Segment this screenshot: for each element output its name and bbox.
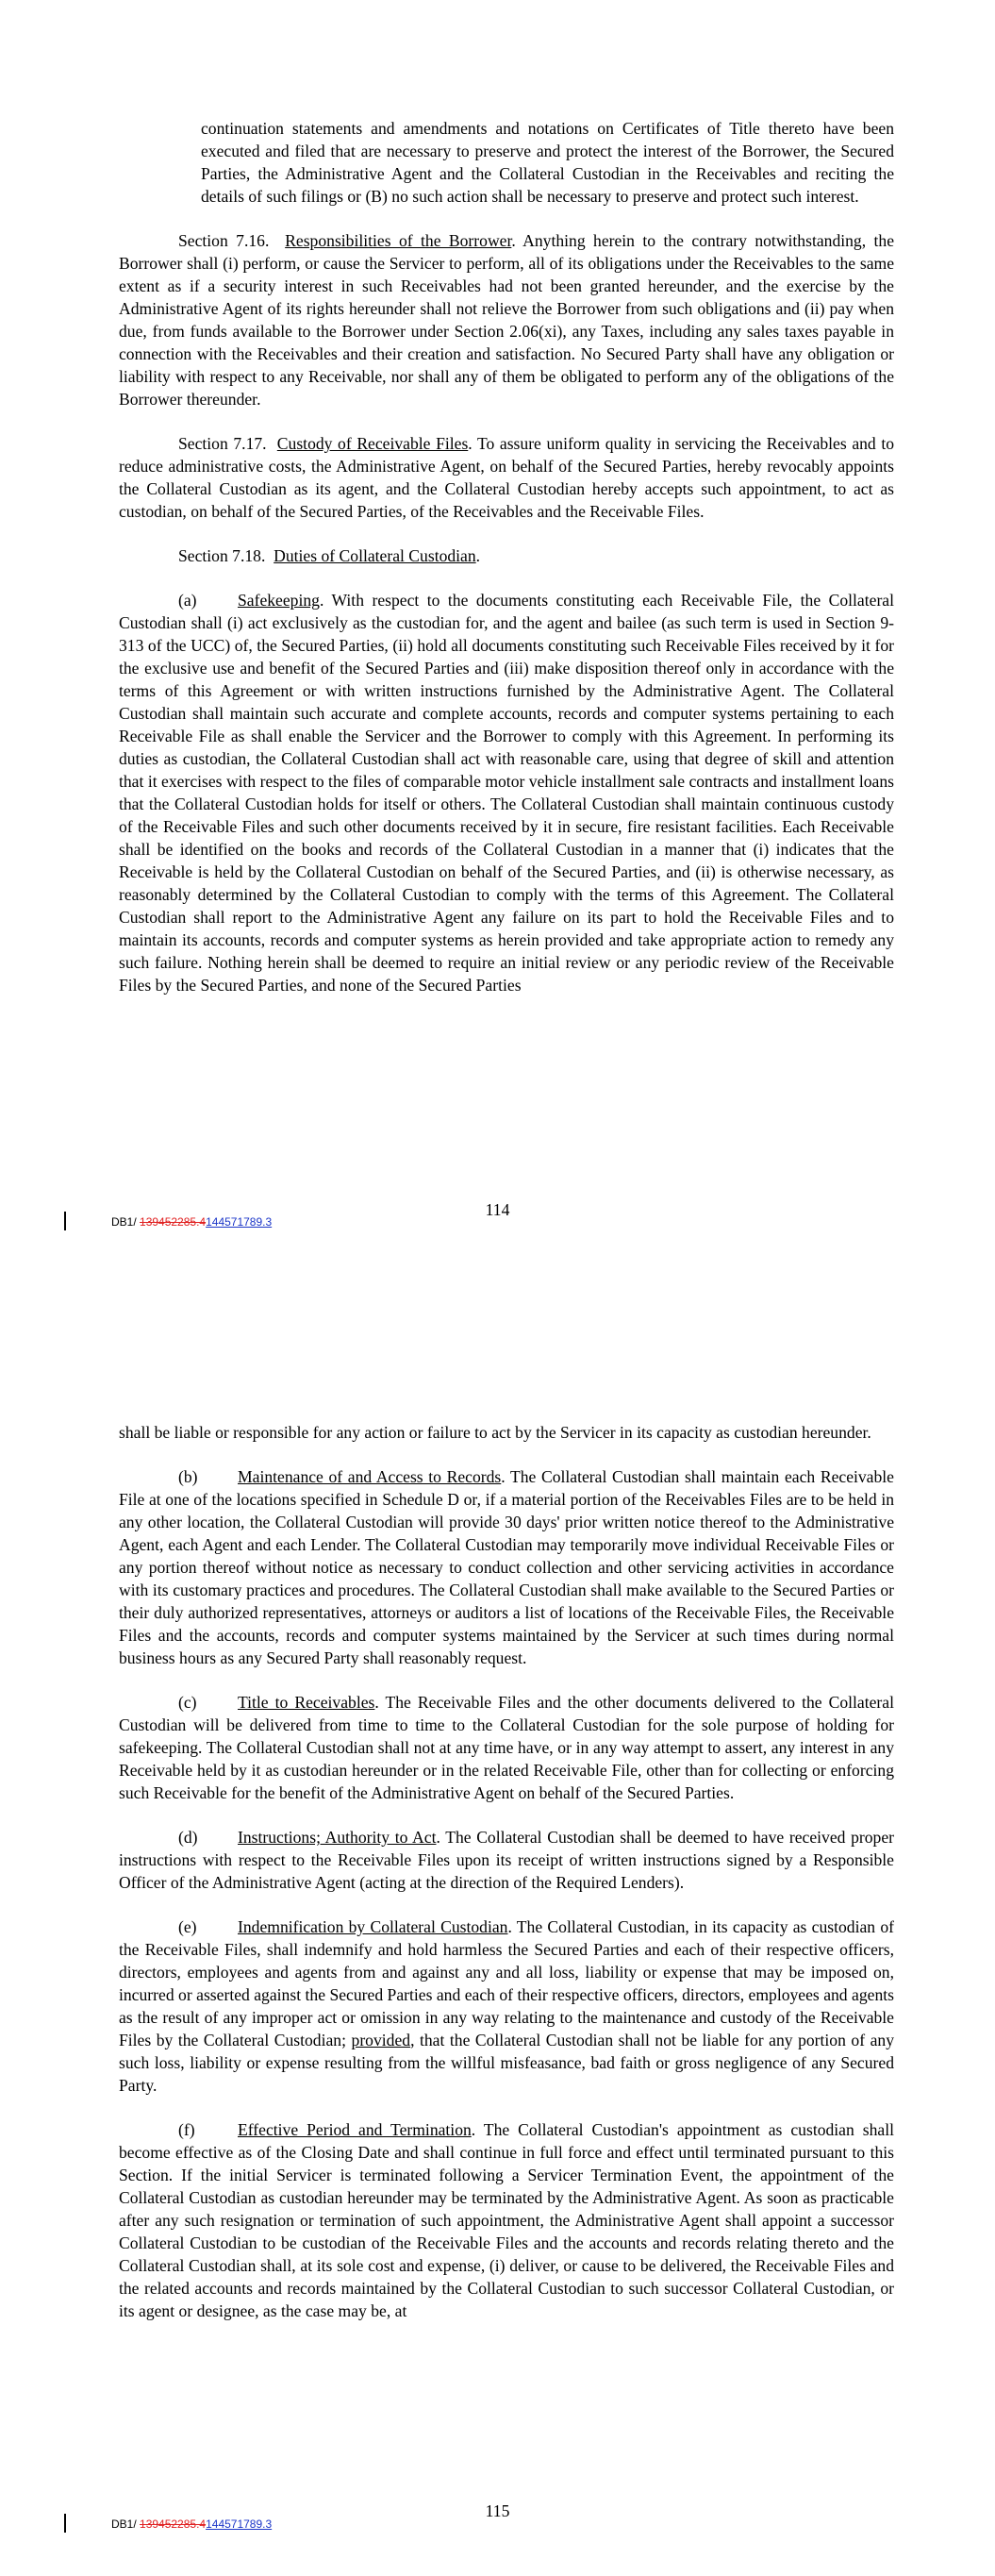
continuation-paragraph: shall be liable or responsible for any action or failure to act by the Servicer in its capacity as custodian hereunder. (119, 1423, 871, 1442)
footer-deleted-id: 139452285.4 (140, 2517, 207, 2531)
change-bar (64, 2514, 66, 2533)
item-title: Safekeeping (238, 591, 320, 610)
provided-term: provided (351, 2031, 411, 2049)
item-text: . The Collateral Custodian, in its capacity as custodian of the Receivable Files, shall indemnify and hold harmless the Secured Parties and each of their respective officers, directors, employees and agents from and against any and all loss, liability or expense that may be imposed on, incurred or asserted against the Secured Parties and each of their respective officers, directors, employees and agents as the result of any improper act or omission in any way relating to the maintenance and custody of the Receivable Files by the Collateral Custodian; (119, 1917, 894, 2049)
item-e-indemnification (119, 1915, 894, 2097)
section-7-17 (119, 432, 894, 523)
item-title: Indemnification by Collateral Custodian (238, 1917, 508, 1936)
page-114-body (119, 117, 894, 1018)
footer-inserted-id: 144571789.3 (206, 2517, 273, 2531)
item-label: (a) (178, 591, 197, 610)
document-footer (111, 1215, 272, 1229)
page-number: 115 (485, 2501, 510, 2520)
section-text: . (475, 546, 481, 565)
section-number: Section 7.18. (178, 546, 266, 565)
section-title: Custody of Receivable Files (276, 434, 469, 453)
item-text: . The Collateral Custodian shall be deemed to have received proper instructions with respect to the Receivable Files upon its receipt of written instructions signed by a Responsible Officer of the Administrative Agent (acting at the direction of the Required Lenders). (119, 1828, 895, 1892)
item-title: Instructions; Authority to Act (238, 1828, 437, 1847)
section-number: Section 7.17. (178, 434, 267, 453)
item-label: (f) (178, 2120, 195, 2139)
section-text: . Anything herein to the contrary notwithstanding, the Borrower shall (i) perform, or cause the Servicer to perform, all of its obligations under the Receivables to the same extent as if a security interest in such Receivables had not been granted hereunder, and the exercise by the Administrative Agent of its rights hereunder shall not relieve the Borrower from such obligations and (ii) pay when due, from funds available to the Borrower under Section 2.06(xi), any Taxes, including any sales taxes payable in connection with the Receivables and their creation and satisfaction. No Secured Party shall have any obligation or liability with respect to any Receivable, nor shall any of them be obligated to perform any of the obligations of the Borrower thereunder. (119, 231, 895, 409)
item-b-records (119, 1465, 894, 1669)
footer-inserted-id: 144571789.3 (206, 1215, 273, 1229)
item-c-title (119, 1691, 894, 1804)
item-a-safekeeping (119, 589, 894, 996)
item-label: (d) (178, 1828, 198, 1847)
item-label: (e) (178, 1917, 197, 1936)
document-footer (111, 2517, 272, 2531)
item-d-instructions (119, 1826, 894, 1894)
item-label: (c) (178, 1693, 197, 1712)
item-title: Title to Receivables (238, 1693, 375, 1712)
item-text-continued: , that the Collateral Custodian shall not be liable for any portion of any such loss, liability or expense resulting from the willful misfeasance, bad faith or gross negligence of any Secured Party. (119, 2031, 894, 2095)
footer-deleted-id: 139452285.4 (140, 1215, 207, 1229)
section-title: Responsibilities of the Borrower (285, 231, 512, 250)
item-title: Maintenance of and Access to Records (238, 1467, 502, 1486)
footer-prefix: DB1/ (111, 1215, 141, 1229)
item-label: (b) (178, 1467, 198, 1486)
item-text: . With respect to the documents constituting each Receivable File, the Collateral Custodian shall (i) act exclusively as the custodian for, and the agent and bailee (as such term is used in Section 9-313 of the UCC) of, the Secured Parties, (ii) hold all documents constituting such Receivable Files received by it for the exclusive use and benefit of the Secured Parties and (iii) make disposition thereof only in accordance with the terms of this Agreement or with written instructions furnished by the Administrative Agent. The Collateral Custodian shall maintain such accurate and complete accounts, records and computer systems pertaining to each Receivable File as shall enable the Servicer and the Borrower to comply with this Agreement. In performing its duties as custodian, the Collateral Custodian shall act with reasonable care, using that degree of skill and attention that it exercises with respect to the files of comparable motor vehicle installment sale contracts and installment loans that the Collateral Custodian holds for itself or others. The Collateral Custodian shall maintain continuous custody of the Receivable Files and such other documents received by it in secure, fire resistant facilities. Each Receivable shall be identified on the books and records of the Collateral Custodian in a manner that (i) indicates that the Receivable is held by the Collateral Custodian on behalf of the Secured Parties, and (ii) is otherwise necessary, as reasonably determined by the Collateral Custodian to comply with the terms of this Agreement. The Collateral Custodian shall report to the Administrative Agent any failure on its part to hold the Receivable Files and to maintain its accounts, records and computer systems as herein provided and take appropriate action to remedy any such failure. Nothing herein shall be deemed to require an initial review or any periodic review of the Receivable Files by the Secured Parties, and none of the Secured Parties (119, 591, 894, 995)
item-f-termination (119, 2118, 894, 2322)
continuation-paragraph: continuation statements and amendments and notations on Certificates of Title thereto have been executed and filed that are necessary to preserve and protect the interest of the Borrower, the Secured Parties, the Administrative Agent and the Collateral Custodian in the Receivables and reciting the details of such filings or (B) no such action shall be necessary to preserve and protect such interest. (201, 119, 894, 206)
page-115 (0, 1288, 995, 2576)
section-7-16 (119, 229, 894, 410)
change-bar (64, 1212, 66, 1230)
section-number: Section 7.16. (178, 231, 270, 250)
page-115-body (119, 1421, 894, 2344)
item-title: Effective Period and Termination (238, 2120, 472, 2139)
section-text: . To assure uniform quality in servicing the Receivables and to reduce administrative costs, the Administrative Agent, on behalf of the Secured Parties, hereby revocably appoints the Collateral Custodian as its agent, and the Collateral Custodian hereby accepts such appointment, to act as custodian, on behalf of the Secured Parties, of the Receivables and the Receivable Files. (119, 434, 895, 521)
item-text: . The Collateral Custodian's appointment as custodian shall become effective as of the Closing Date and shall continue in full force and effect until terminated pursuant to this Section. If the initial Servicer is terminated following a Servicer Termination Event, the appointment of the Collateral Custodian as custodian hereunder may be terminated by the Administrative Agent. As soon as practicable after any such resignation or termination of such appointment, the Administrative Agent shall appoint a successor Collateral Custodian to be custodian of the Receivable Files and the accounts and records relating thereto and the Collateral Custodian shall, at its sole cost and expense, (i) deliver, or cause to be delivered, the Receivable Files and the related accounts and records maintained by the Collateral Custodian to such successor Collateral Custodian, or its agent or designee, as the case may be, at (119, 2120, 894, 2320)
page-number: 114 (485, 1200, 510, 1219)
section-7-18 (119, 544, 894, 567)
footer-prefix: DB1/ (111, 2517, 141, 2531)
section-title: Duties of Collateral Custodian (274, 546, 476, 565)
item-text: . The Collateral Custodian shall maintain each Receivable File at one of the locations specified in Schedule D or, if a material portion of the Receivables Files are to be held in any other location, the Collateral Custodian will provide 30 days' prior written notice thereof to the Administrative Agent, each Agent and each Lender. The Collateral Custodian may temporarily move individual Receivable Files or any portion thereof without notice as necessary to conduct collection and other servicing activities in accordance with its customary practices and procedures. The Collateral Custodian shall make available to the Secured Parties or their duly authorized representatives, attorneys or auditors a list of locations of the Receivable Files, the Receivable Files and the accounts, records and computer systems maintained by the Servicer at such times during normal business hours as any Secured Party shall reasonably request. (119, 1467, 894, 1667)
item-text: . The Receivable Files and the other documents delivered to the Collateral Custodian will be delivered from time to time to the Collateral Custodian for the sole purpose of holding for safekeeping. The Collateral Custodian shall not at any time have, or in any way attempt to assert, any interest in any Receivable held by it as custodian hereunder or in the related Receivable File, other than for collecting or enforcing such Receivable for the benefit of the Administrative Agent on behalf of the Secured Parties. (119, 1693, 894, 1802)
